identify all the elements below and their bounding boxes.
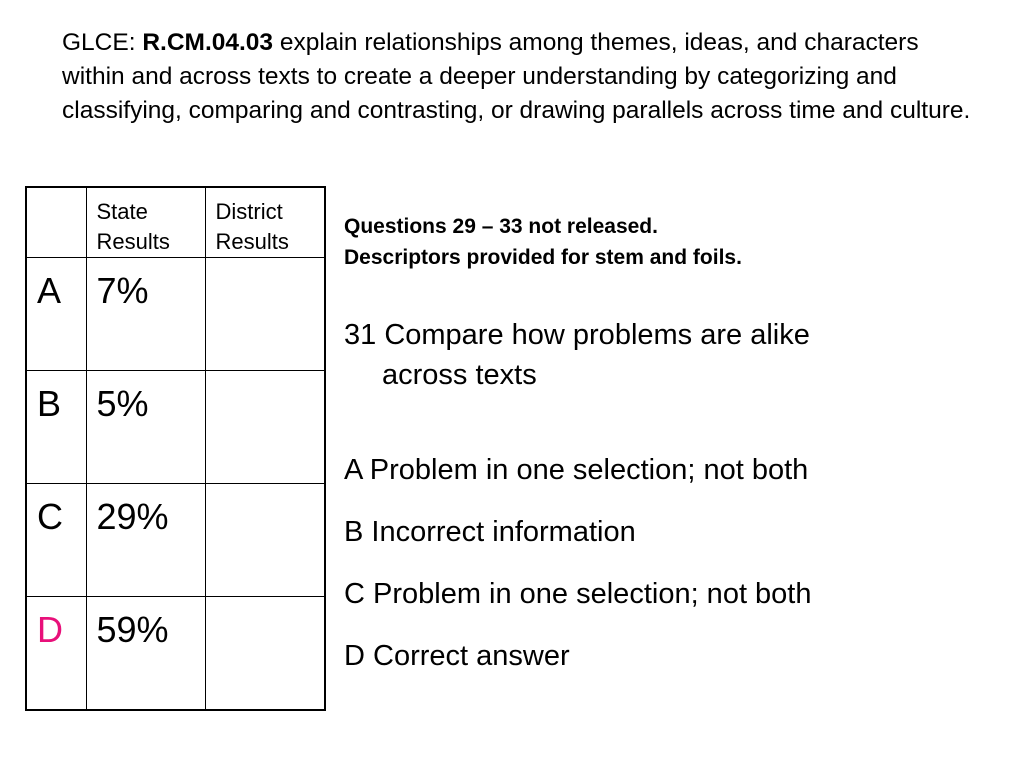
row-district-result [205, 484, 325, 597]
release-note [344, 211, 742, 273]
glce-header [62, 26, 982, 128]
header-cell-district-results [205, 187, 325, 258]
glce-prefix: GLCE: [62, 29, 143, 56]
table-row [26, 597, 325, 710]
question-line1: 31 Compare how problems are alike [344, 319, 810, 351]
row-state-result: 59% [86, 597, 205, 710]
foil-item: D Correct answer [344, 640, 570, 672]
table-row [26, 371, 325, 484]
header-cell-state-results [86, 187, 205, 258]
foil-list [344, 450, 812, 698]
release-note-line2: Descriptors provided for stem and foils. [344, 246, 742, 269]
table-header-row [26, 187, 325, 258]
row-district-result [205, 597, 325, 710]
glce-description: explain relationships among themes, ideas, and characters within and across texts to create a deeper understanding by categorizing and classifying, comparing and contrasting, or drawing parallels across time and culture. [62, 29, 971, 124]
row-district-result [205, 371, 325, 484]
results-table [25, 186, 326, 711]
foil-item: C Problem in one selection; not both [344, 578, 812, 610]
state-header-line1: State [96, 199, 148, 224]
release-note-line1: Questions 29 – 33 not released. [344, 215, 658, 238]
question-stem [344, 315, 944, 395]
row-letter: C [26, 484, 86, 597]
table-row [26, 258, 325, 371]
foil-item: B Incorrect information [344, 516, 636, 548]
foil-item: A Problem in one selection; not both [344, 454, 809, 486]
glce-code: R.CM.04.03 [142, 29, 274, 56]
row-state-result: 5% [86, 371, 205, 484]
row-state-result: 29% [86, 484, 205, 597]
question-line2: across texts [382, 359, 537, 391]
header-cell-empty [26, 187, 86, 258]
district-header-line2: Results [215, 229, 289, 254]
row-letter: B [26, 371, 86, 484]
row-letter-correct: D [26, 597, 86, 710]
row-letter: A [26, 258, 86, 371]
district-header-line1: District [215, 199, 283, 224]
row-state-result: 7% [86, 258, 205, 371]
table-row [26, 484, 325, 597]
row-district-result [205, 258, 325, 371]
state-header-line2: Results [96, 229, 170, 254]
